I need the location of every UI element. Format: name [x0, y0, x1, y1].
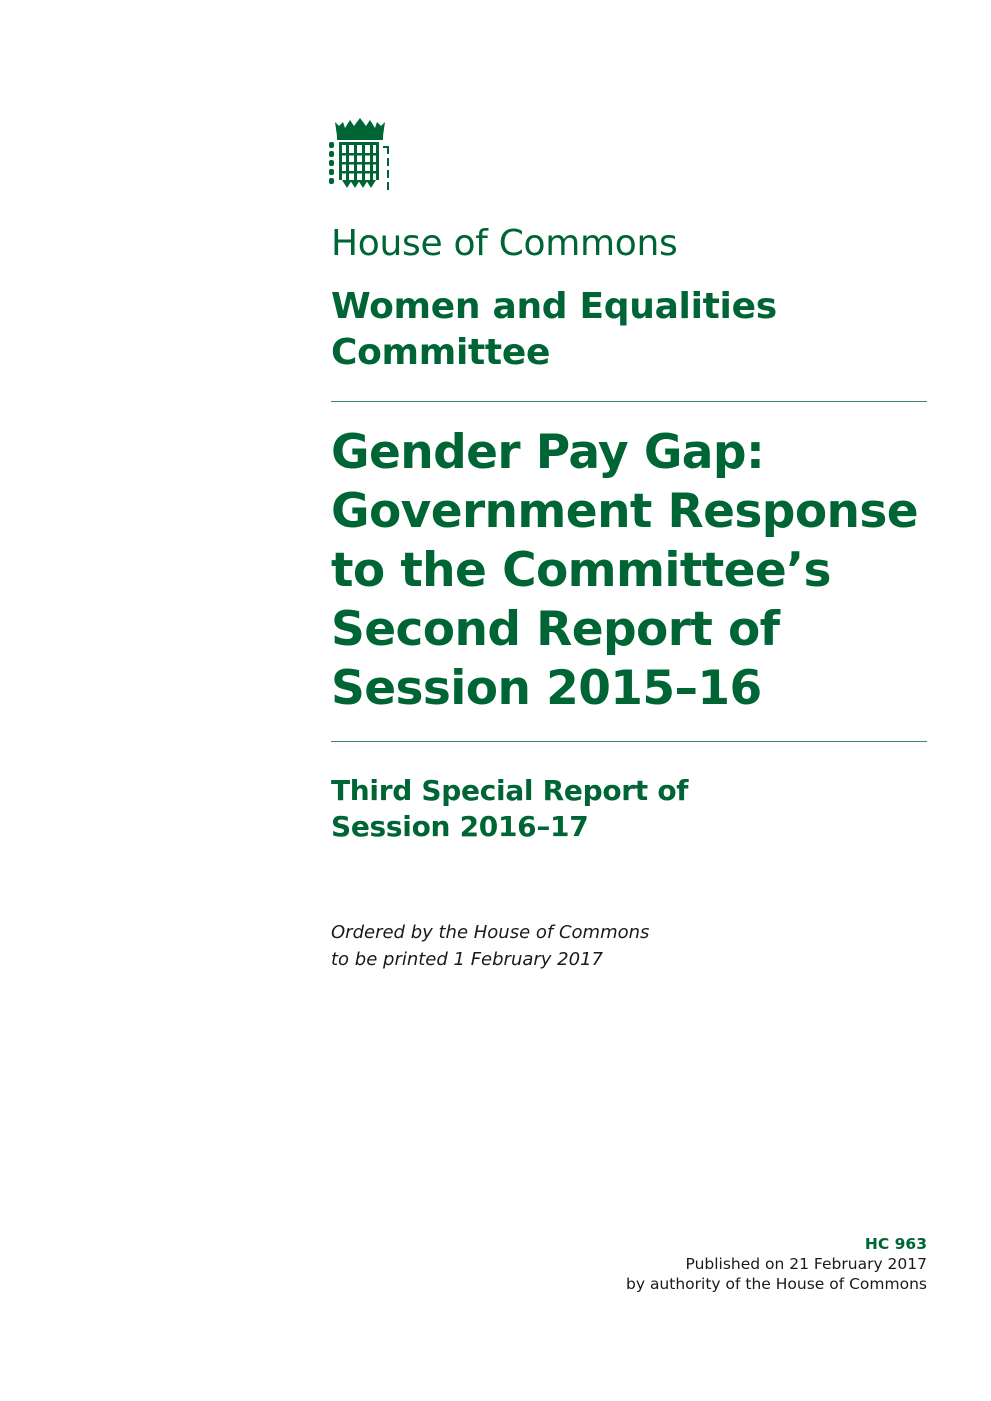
- ordered-line: to be printed 1 February 2017: [331, 949, 603, 970]
- house-name: House of Commons: [331, 223, 678, 264]
- published-date: Published on 21 February 2017: [685, 1255, 927, 1273]
- committee-line-1: Women and Equalities: [331, 286, 777, 327]
- report-subtitle: [331, 773, 831, 845]
- publication-footer: [626, 1234, 927, 1294]
- authority-line: by authority of the House of Commons: [626, 1275, 927, 1293]
- title-line: Second Report of: [331, 602, 780, 657]
- title-line: Government Response: [331, 484, 919, 539]
- title-line: Session 2015–16: [331, 661, 762, 716]
- portcullis-crown-icon: [327, 116, 393, 192]
- top-divider: [331, 401, 927, 402]
- bottom-divider: [331, 741, 927, 742]
- committee-name: [331, 284, 891, 376]
- title-line: to the Committee’s: [331, 543, 831, 598]
- ordered-line: Ordered by the House of Commons: [331, 922, 650, 943]
- subtitle-line: Session 2016–17: [331, 810, 589, 843]
- hc-number: HC 963: [864, 1235, 927, 1253]
- report-title: [331, 423, 931, 718]
- committee-line-2: Committee: [331, 332, 551, 373]
- title-line: Gender Pay Gap:: [331, 425, 765, 480]
- ordered-note: [331, 919, 649, 973]
- subtitle-line: Third Special Report of: [331, 774, 689, 807]
